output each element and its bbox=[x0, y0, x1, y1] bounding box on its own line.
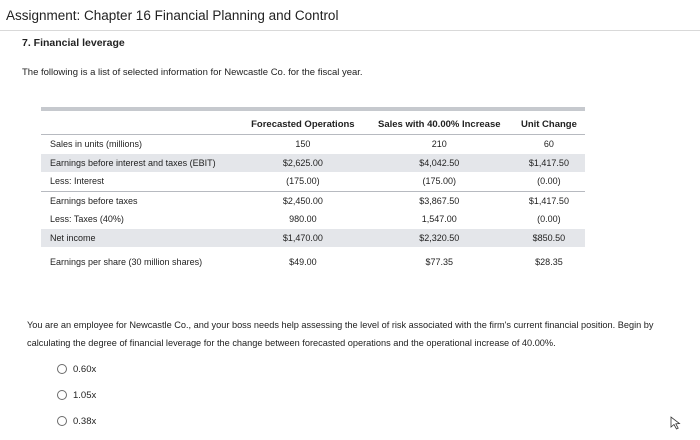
cell-forecast: 150 bbox=[240, 135, 366, 154]
column-header-forecast: Forecasted Operations bbox=[251, 119, 355, 130]
answer-options bbox=[57, 362, 96, 440]
row-label: Sales in units (millions) bbox=[41, 135, 240, 154]
question-title: 7. Financial leverage bbox=[22, 37, 125, 49]
cell-forecast: (175.00) bbox=[286, 176, 320, 187]
cell-increase: (175.00) bbox=[422, 176, 457, 187]
cell-change: (0.00) bbox=[537, 176, 561, 187]
question-prompt: You are an employee for Newcastle Co., and your boss needs help assessing the level of risk associated with the firm's current financial position. Begin by calculating the degree of financial leverage for the change between forecasted operations and the operational increase of 40.00%. bbox=[27, 320, 654, 348]
column-header-unit-change: Unit Change bbox=[520, 119, 577, 130]
row-label: Net income bbox=[41, 229, 240, 251]
radio-button[interactable] bbox=[57, 364, 67, 374]
row-label: Earnings before interest and taxes (EBIT) bbox=[41, 154, 240, 173]
table-row bbox=[41, 191, 585, 210]
row-label: Less: Taxes (40%) bbox=[50, 214, 124, 225]
cell-change: $28.35 bbox=[513, 250, 585, 272]
column-header-increase: Sales with 40.00% Increase bbox=[378, 119, 501, 130]
financial-table-container bbox=[41, 107, 585, 271]
cell-change: $1,417.50 bbox=[513, 191, 585, 210]
answer-option-label: 0.38x bbox=[73, 415, 97, 427]
table-row bbox=[41, 210, 585, 229]
radio-button[interactable] bbox=[57, 390, 67, 400]
cell-forecast: $2,625.00 bbox=[240, 154, 366, 173]
column-header-label bbox=[41, 111, 240, 135]
answer-option-label: 1.05x bbox=[73, 389, 97, 401]
table-row bbox=[41, 172, 585, 191]
row-label: Earnings before taxes bbox=[41, 191, 240, 210]
table-header-row bbox=[41, 111, 585, 135]
cell-forecast: $2,450.00 bbox=[240, 191, 366, 210]
cell-change: (0.00) bbox=[537, 214, 561, 225]
radio-button[interactable] bbox=[57, 416, 67, 426]
assignment-header bbox=[0, 0, 700, 31]
cell-increase: 1,547.00 bbox=[421, 214, 457, 225]
cell-forecast: $49.00 bbox=[240, 250, 366, 272]
question-intro: The following is a list of selected information for Newcastle Co. for the fiscal year. bbox=[22, 67, 363, 78]
table-row bbox=[41, 154, 585, 173]
cell-change: $850.50 bbox=[513, 229, 585, 251]
cell-increase: $4,042.50 bbox=[366, 154, 513, 173]
row-label: Less: Interest bbox=[50, 176, 105, 187]
cell-change: $1,417.50 bbox=[513, 154, 585, 173]
table-row bbox=[41, 229, 585, 251]
financial-leverage-table bbox=[41, 111, 585, 272]
row-label: Earnings per share (30 million shares) bbox=[41, 250, 240, 272]
answer-option[interactable] bbox=[57, 414, 96, 428]
cell-forecast: $1,470.00 bbox=[240, 229, 366, 251]
answer-option[interactable] bbox=[57, 362, 96, 376]
cell-increase: 210 bbox=[366, 135, 513, 154]
cell-increase: $2,320.50 bbox=[366, 229, 513, 251]
mouse-cursor-icon bbox=[670, 416, 682, 430]
table-row bbox=[41, 135, 585, 154]
answer-option[interactable] bbox=[57, 388, 96, 402]
cell-change: 60 bbox=[513, 135, 585, 154]
cell-increase: $77.35 bbox=[366, 250, 513, 272]
cell-increase: $3,867.50 bbox=[366, 191, 513, 210]
table-row bbox=[41, 250, 585, 272]
assignment-title: Assignment: Chapter 16 Financial Planning and Control bbox=[6, 8, 339, 23]
cell-forecast: 980.00 bbox=[289, 214, 317, 225]
answer-option-label: 0.60x bbox=[73, 363, 97, 375]
